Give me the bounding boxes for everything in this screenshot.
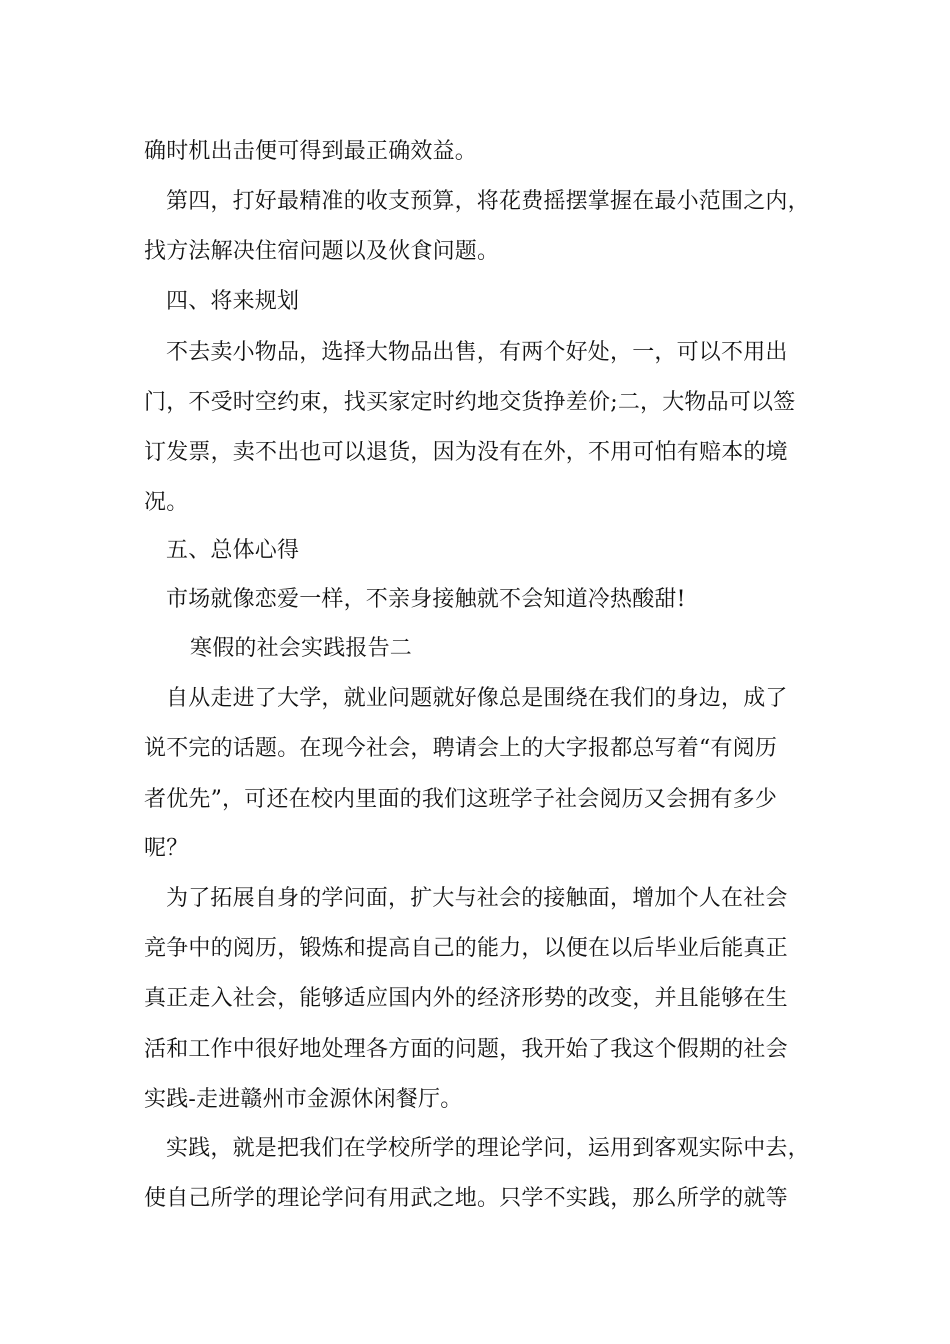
text-line: 自从走进了大学，就业问题就好像总是围绕在我们的身边，成了 [166, 686, 788, 711]
text-line: 活和工作中很好地处理各方面的问题，我开始了我这个假期的社会 [144, 1037, 788, 1062]
text-line: 为了拓展自身的学问面，扩大与社会的接触面，增加个人在社会 [166, 886, 788, 911]
report-title: 寒假的社会实践报告二 [190, 636, 413, 661]
text-line: 说不完的话题。在现今社会，聘请会上的大字报都总写着“有阅历 [144, 736, 778, 761]
text-line: 门，不受时空约束，找买家定时约地交货挣差价;二，大物品可以签 [144, 390, 796, 415]
text-line: 第四，打好最精准的收支预算，将花费摇摆掌握在最小范围之内， [166, 189, 810, 214]
text-line: 使自己所学的理论学问有用武之地。只学不实践，那么所学的就等 [144, 1186, 788, 1211]
text-line: 市场就像恋爱一样，不亲身接触就不会知道冷热酸甜! [166, 587, 686, 612]
text-line: 实践，就是把我们在学校所学的理论学问，运用到客观实际中去， [166, 1136, 810, 1161]
section-heading: 五、总体心得 [166, 538, 300, 563]
text-line: 者优先”，可还在校内里面的我们这班学子社会阅历又会拥有多少 [144, 787, 778, 812]
text-line: 呢？ [144, 836, 189, 861]
text-line: 找方法解决住宿问题以及伙食问题。 [144, 239, 500, 264]
text-line: 订发票，卖不出也可以退货，因为没有在外，不用可怕有赔本的境 [144, 440, 788, 465]
text-line: 真正走入社会，能够适应国内外的经济形势的改变，并且能够在生 [144, 986, 788, 1011]
text-line: 确时机出击便可得到最正确效益。 [144, 139, 478, 164]
text-line: 竞争中的阅历，锻炼和提高自己的能力，以便在以后毕业后能真正 [144, 936, 788, 961]
text-line: 实践-走进赣州市金源休闲餐厅。 [144, 1087, 463, 1112]
section-heading: 四、将来规划 [166, 289, 300, 314]
text-line: 况。 [144, 490, 189, 515]
text-line: 不去卖小物品，选择大物品出售，有两个好处，一，可以不用出 [166, 340, 788, 365]
